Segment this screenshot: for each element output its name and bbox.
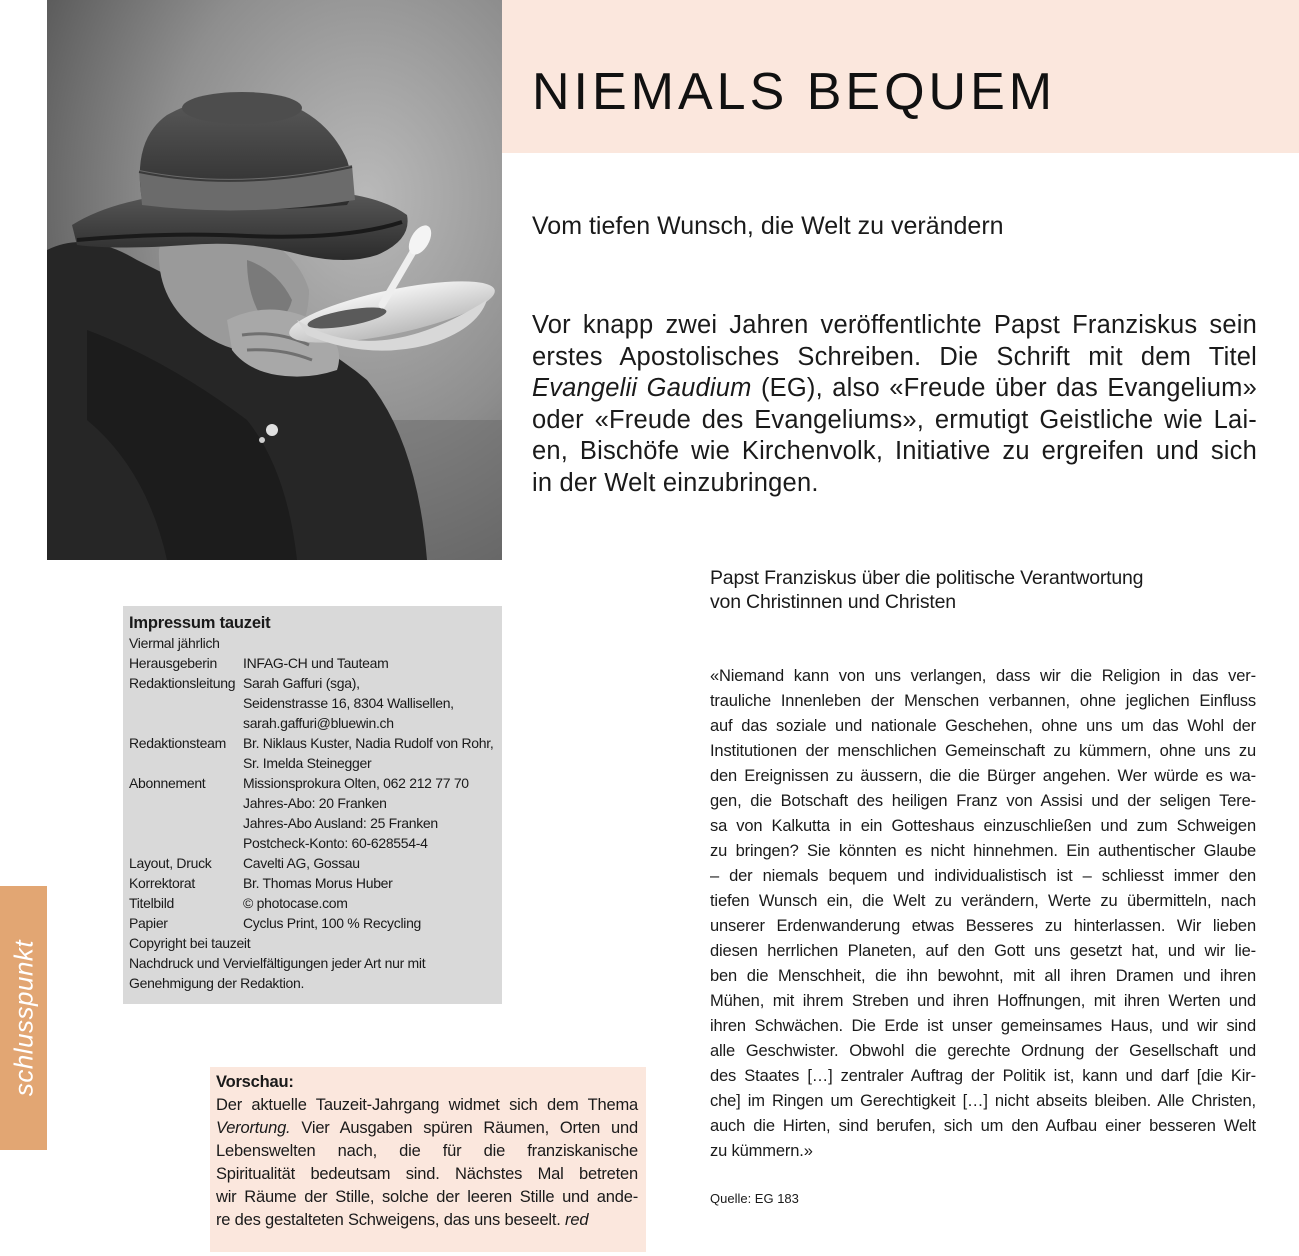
- impressum-value: INFAG-CH und Tauteam: [243, 655, 389, 671]
- section-tab: [0, 886, 47, 1150]
- preview-theme-italic: Verortung.: [216, 1119, 291, 1137]
- lead-paragraph: [532, 310, 1257, 500]
- quote-line: ihren Schwächen. Die Erde ist unser gemeinsames Haus, und wir sind: [710, 1017, 1256, 1035]
- preview-line: re des gestalteten Schweigens, das uns beseelt. red: [216, 1211, 589, 1229]
- quote-line: alle Geschwister. Obwohl die gerechte Ordnung der Gesellschaft und: [710, 1042, 1256, 1060]
- preview-line: Der aktuelle Tauzeit-Jahrgang widmet sich dem Thema: [216, 1096, 638, 1114]
- quote-line: gen, die Botschaft des heiligen Franz von Assisi und der seligen Tere-: [710, 792, 1256, 810]
- impressum-label: Herausgeberin: [129, 655, 217, 671]
- impressum-label: Papier: [129, 915, 168, 931]
- quote-line: auch die Hirten, sind berufen, sich um den Aufbau einer besseren Welt: [710, 1117, 1256, 1135]
- quote-line: ben die Menschheit, die ihn bewohnt, mit all ihren Dramen und ihren: [710, 967, 1256, 985]
- preview-line: Verortung. Vier Ausgaben spüren Räumen, Orten und: [216, 1119, 638, 1137]
- preview-line: wir Räume der Stille, solche der leeren Stille und ande-: [216, 1188, 638, 1206]
- impressum-label: Redaktionsleitung: [129, 675, 236, 691]
- lead-line: oder «Freude des Evangeliums», ermutigt Geistliche wie Lai-: [532, 405, 1257, 434]
- impressum-value: Jahres-Abo: 20 Franken: [243, 795, 387, 811]
- impressum-row: [129, 913, 496, 933]
- quote-line: zu kümmern.»: [710, 1142, 813, 1160]
- lead-line: Evangelii Gaudium (EG), also «Freude über das Evangelium»: [532, 374, 1258, 403]
- impressum-value: Cyclus Print, 100 % Recycling: [243, 915, 422, 931]
- quote-line: che] im Ringen um Gerechtigkeit […] nicht abseits bleiben. Alle Christen,: [710, 1092, 1256, 1110]
- impressum-box: [123, 606, 502, 1004]
- quote-line: trauliche Innenleben der Menschen verbannen, ohne jeglichen Einfluss: [710, 692, 1256, 710]
- subtitle: Vom tiefen Wunsch, die Welt zu verändern: [532, 212, 1004, 240]
- quote-line: zu bringen? Sie könnten es nicht hinnehmen. Ein authentischer Glaube: [710, 842, 1256, 860]
- impressum-reprint-note: Nachdruck und Vervielfältigungen jeder Art nur mit: [129, 955, 426, 971]
- quote-heading-line: von Christinnen und Christen: [710, 591, 956, 613]
- impressum-value: Br. Niklaus Kuster, Nadia Rudolf von Rohr,: [243, 735, 494, 751]
- quote-heading-line: Papst Franziskus über die politische Verantwortung: [710, 567, 1144, 589]
- impressum-row: [129, 853, 496, 873]
- impressum-frequency: Viermal jährlich: [129, 635, 220, 651]
- quote-text: [710, 664, 1256, 1164]
- impressum-label: Redaktionsteam: [129, 735, 226, 751]
- impressum-row: [129, 733, 496, 753]
- impressum-reprint-note: Genehmigung der Redaktion.: [129, 975, 305, 991]
- impressum-row: [129, 873, 496, 893]
- impressum-label: Abonnement: [129, 775, 206, 791]
- preview-line: Spiritualität bedeutsam sind. Nächstes Mal betreten: [216, 1165, 638, 1183]
- impressum-title: Impressum tauzeit: [129, 614, 271, 632]
- preview-title: Vorschau:: [216, 1073, 294, 1091]
- impressum-row: [129, 893, 496, 913]
- quote-line: diesen herrlichen Planeten, auf den Gott uns gesetzt hat, und wir lie-: [710, 942, 1256, 960]
- impressum-row: [129, 793, 496, 813]
- lead-line: Vor knapp zwei Jahren veröffentlichte Papst Franziskus sein: [532, 311, 1257, 339]
- quote-line: den Ereignissen zu äussern, die die Bürger angehen. Wer würde es wa-: [710, 767, 1256, 785]
- quote-line: des Staates […] zentraler Auftrag der Politik ist, kann und darf [die Kir-: [710, 1067, 1256, 1085]
- impressum-row: [129, 693, 496, 713]
- impressum-value: Seidenstrasse 16, 8304 Wallisellen,: [243, 695, 454, 711]
- section-tab-label: schlusspunkt: [8, 939, 38, 1097]
- cover-photo: [47, 0, 502, 560]
- impressum-row: [129, 773, 496, 793]
- impressum-copyright: Copyright bei tauzeit: [129, 935, 251, 951]
- impressum-value: Br. Thomas Morus Huber: [243, 875, 393, 891]
- page-title: NIEMALS BEQUEM: [532, 63, 1057, 121]
- impressum-label: Korrektorat: [129, 875, 195, 891]
- quote-line: Mühen, mit ihrem Streben und ihren Hoffnungen, mit ihren Werten und: [710, 992, 1256, 1010]
- preview-line: Lebenswelten nach, die für die franziskanische: [216, 1142, 638, 1160]
- quote-line: tiefen Wunsch ein, die Welt zu verändern, Werte zu übermitteln, nach: [710, 892, 1256, 910]
- impressum-value: Sarah Gaffuri (sga),: [243, 675, 360, 691]
- impressum-row: [129, 833, 496, 853]
- quote-line: sa von Kalkutta in ein Gotteshaus einzuschließen und zum Schweigen: [710, 817, 1256, 835]
- impressum-value: © photocase.com: [243, 895, 348, 911]
- impressum-row: [129, 713, 496, 733]
- impressum-value: Sr. Imelda Steinegger: [243, 755, 372, 771]
- impressum-row: [129, 673, 496, 693]
- impressum-value: Cavelti AG, Gossau: [243, 855, 360, 871]
- impressum-email: sarah.gaffuri@bluewin.ch: [243, 715, 394, 731]
- lead-line: erstes Apostolisches Schreiben. Die Schrift mit dem Titel: [532, 342, 1257, 371]
- impressum-value: Postcheck-Konto: 60-628554-4: [243, 835, 428, 851]
- impressum-value: Missionsprokura Olten, 062 212 77 70: [243, 775, 469, 791]
- impressum-label: Layout, Druck: [129, 855, 212, 871]
- impressum-label: Titelbild: [129, 895, 175, 911]
- quote-line: Institutionen der menschlichen Gemeinschaft zu kümmern, ohne uns zu: [710, 742, 1256, 760]
- quote-line: «Niemand kann von uns verlangen, dass wir die Religion in das ver-: [710, 667, 1256, 685]
- impressum-row: [129, 753, 496, 773]
- impressum-value: Jahres-Abo Ausland: 25 Franken: [243, 815, 438, 831]
- preview-author-italic: red: [565, 1211, 589, 1229]
- preview-box: [210, 1067, 646, 1252]
- lead-line: en, Bischöfe wie Kirchenvolk, Initiative zu ergreifen und sich: [532, 437, 1257, 466]
- document-title-italic: Evangelii Gaudium: [532, 374, 752, 403]
- quote-source: Quelle: EG 183: [710, 1191, 799, 1206]
- quote-line: – der niemals bequem und individualistisch ist – schliesst immer den: [710, 867, 1256, 885]
- quote-line: auf das soziale und nationale Geschehen, ohne uns um das Wohl der: [710, 717, 1256, 735]
- lead-line: in der Welt einzubringen.: [532, 468, 819, 497]
- quote-heading: [710, 566, 1143, 614]
- impressum-row: [129, 813, 496, 833]
- impressum-row: [129, 653, 496, 673]
- quote-line: unserer Erdenwanderung etwas Besseres zu hinterlassen. Wir lieben: [710, 917, 1256, 935]
